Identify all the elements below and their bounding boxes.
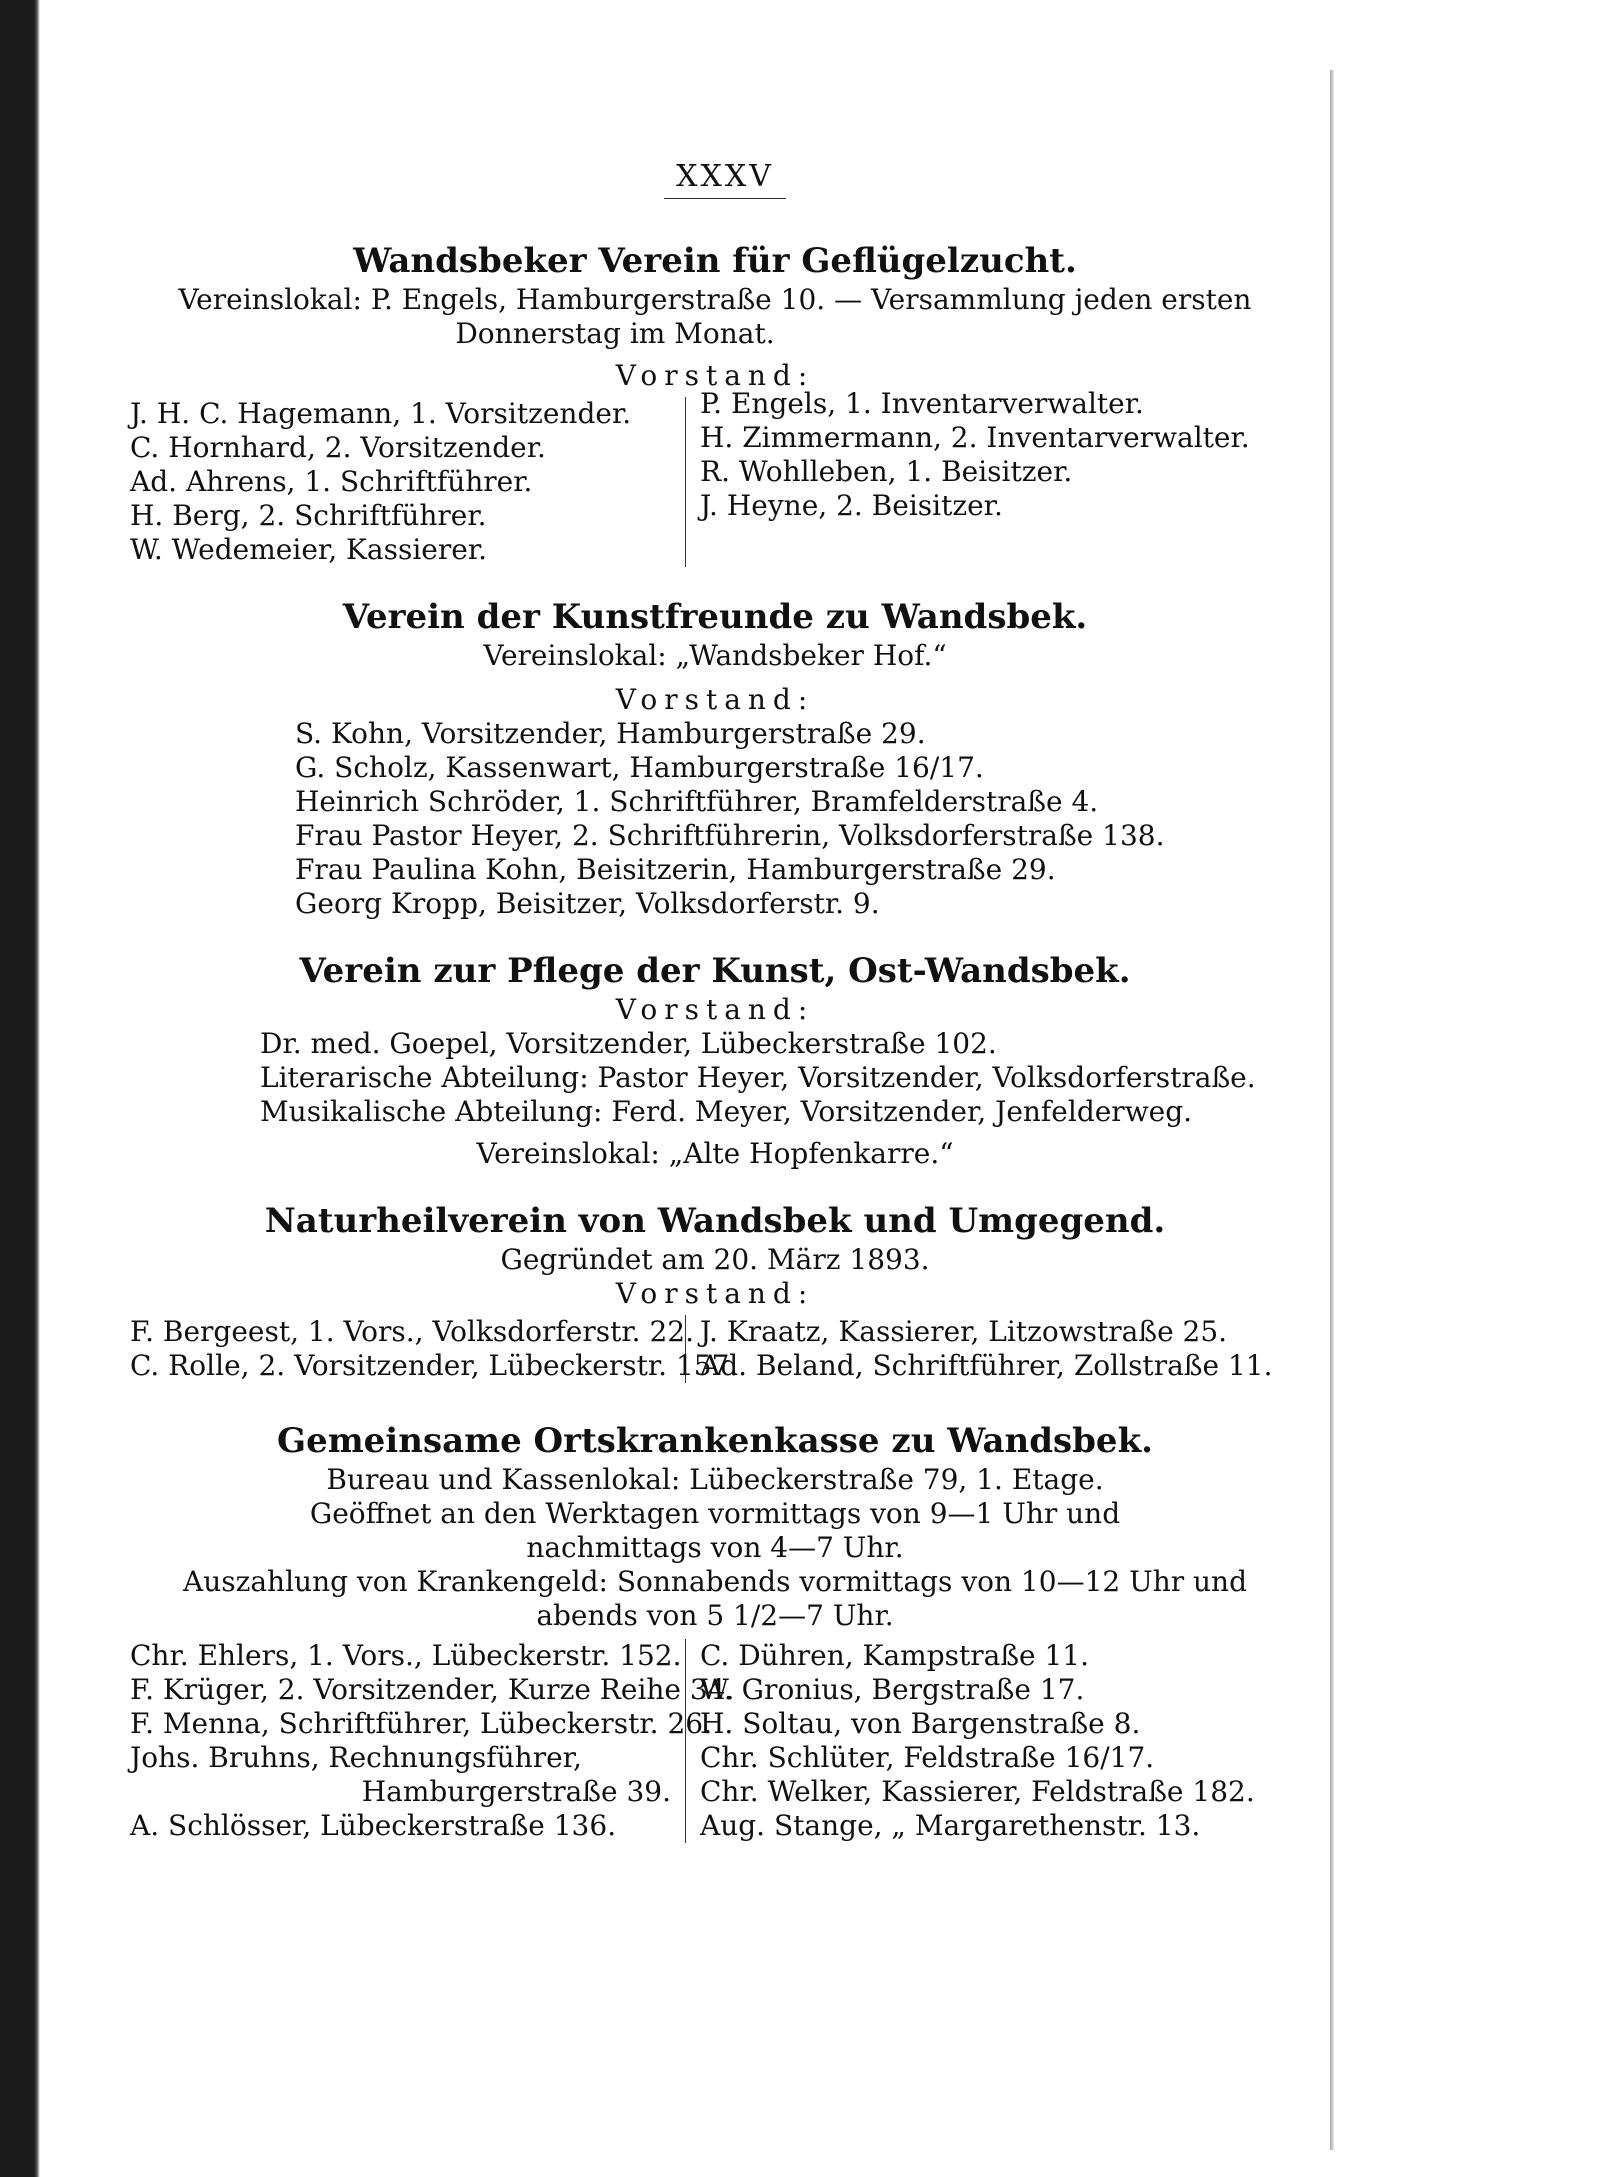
board-member: H. Soltau, von Bargenstraße 8. (700, 1707, 1141, 1740)
section-gefluegelzucht (130, 239, 1260, 567)
board-member: Heinrich Schröder, 1. Schriftführer, Bramfelderstraße 4. (295, 785, 1099, 818)
board-member: A. Schlösser, Lübeckerstraße 136. (130, 1809, 617, 1842)
board-columns (130, 1639, 1260, 1843)
section-kunstfreunde (130, 595, 1260, 921)
board-member: Chr. Welker, Kassierer, Feldstraße 182. (700, 1775, 1255, 1808)
section-naturheilverein (130, 1199, 1273, 1383)
board-member: Frau Paulina Kohn, Beisitzerin, Hamburgerstraße 29. (295, 853, 1056, 886)
board-member: Dr. med. Goepel, Vorsitzender, Lübeckerstraße 102. (260, 1027, 997, 1060)
board-member: W. Wedemeier, Kassierer. (130, 533, 488, 566)
section-title: Wandsbeker Verein für Geflügelzucht. (353, 241, 1077, 281)
opening-hours-afternoon: nachmittags von 4—7 Uhr. (526, 1531, 904, 1564)
board-member: C. Dühren, Kampstraße 11. (700, 1639, 1090, 1672)
board-heading: Vorstand: (615, 683, 815, 716)
board-heading: Vorstand: (615, 359, 815, 392)
club-location: Vereinslokal: „Alte Hopfenkarre.“ (476, 1137, 954, 1170)
section-title: Naturheilverein von Wandsbek und Umgegend. (264, 1201, 1166, 1241)
board-right-column (686, 387, 1250, 567)
board-member: S. Kohn, Vorsitzender, Hamburgerstraße 29. (295, 717, 926, 750)
payout-hours-evening: abends von 5 1/2—7 Uhr. (536, 1599, 894, 1632)
board-left-column (130, 1315, 739, 1383)
section-title: Gemeinsame Ortskrankenkasse zu Wandsbek. (277, 1421, 1153, 1461)
board-member: Chr. Ehlers, 1. Vors., Lübeckerstr. 152. (130, 1639, 682, 1672)
meeting-time: Donnerstag im Monat. (455, 317, 775, 350)
section-pflege-der-kunst (130, 949, 1260, 1171)
board-member: Georg Kropp, Beisitzer, Volksdorferstr. 9. (295, 887, 880, 920)
board-member: Aug. Stange, „ Margarethenstr. 13. (700, 1809, 1201, 1842)
board-member: Ad. Beland, Schriftführer, Zollstraße 11. (700, 1349, 1273, 1382)
club-location: Vereinslokal: P. Engels, Hamburgerstraße 10. — Versammlung jeden ersten (178, 283, 1252, 316)
board-member: J. Heyne, 2. Beisitzer. (700, 489, 1003, 522)
board-left-column (130, 397, 686, 567)
board-columns (130, 387, 1260, 567)
section-title: Verein zur Pflege der Kunst, Ost-Wandsbek. (299, 951, 1131, 991)
board-list (295, 717, 1260, 921)
board-member: W. Gronius, Bergstraße 17. (700, 1673, 1085, 1706)
club-location: Vereinslokal: „Wandsbeker Hof.“ (483, 639, 947, 672)
office-location: Bureau und Kassenlokal: Lübeckerstraße 79, 1. Etage. (326, 1463, 1104, 1496)
board-member-address: Hamburgerstraße 39. (361, 1775, 671, 1808)
board-member: F. Bergeest, 1. Vors., Volksdorferstr. 22. (130, 1315, 695, 1348)
board-member: Chr. Schlüter, Feldstraße 16/17. (700, 1741, 1155, 1774)
board-member: P. Engels, 1. Inventarverwalter. (700, 387, 1144, 420)
board-member: H. Berg, 2. Schriftführer. (130, 499, 487, 532)
board-heading: Vorstand: (615, 993, 815, 1026)
board-member: Johs. Bruhns, Rechnungsführer, (130, 1741, 582, 1774)
page-edge-shadow (1330, 70, 1334, 2150)
board-list (260, 1027, 1260, 1129)
payout-hours: Auszahlung von Krankengeld: Sonnabends vormittags von 10—12 Uhr und (182, 1565, 1247, 1598)
board-member: Frau Pastor Heyer, 2. Schriftführerin, Volksdorferstraße 138. (295, 819, 1165, 852)
board-member: C. Rolle, 2. Vorsitzender, Lübeckerstr. 157. (130, 1349, 739, 1382)
board-member: G. Scholz, Kassenwart, Hamburgerstraße 16/17. (295, 751, 984, 784)
founding-date: Gegründet am 20. März 1893. (500, 1243, 930, 1276)
board-heading: Vorstand: (615, 1277, 815, 1310)
opening-hours: Geöffnet an den Werktagen vormittags von 9—1 Uhr und (309, 1497, 1121, 1530)
board-member: Literarische Abteilung: Pastor Heyer, Vorsitzender, Volksdorferstraße. (260, 1061, 1256, 1094)
document-page (130, 159, 1273, 1843)
section-title: Verein der Kunstfreunde zu Wandsbek. (342, 597, 1088, 637)
page-number: XXXV (190, 160, 1260, 199)
board-right-column (686, 1639, 1255, 1843)
board-member: F. Menna, Schriftführer, Lübeckerstr. 26. (130, 1707, 712, 1740)
board-member: C. Hornhard, 2. Vorsitzender. (130, 431, 546, 464)
board-columns (130, 1315, 1273, 1383)
board-member: J. H. C. Hagemann, 1. Vorsitzender. (130, 397, 632, 430)
board-right-column (686, 1315, 1272, 1383)
board-member: F. Krüger, 2. Vorsitzender, Kurze Reihe 34. (130, 1673, 735, 1706)
board-member: J. Kraatz, Kassierer, Litzowstraße 25. (700, 1315, 1228, 1348)
section-ortskrankenkasse (130, 1419, 1260, 1843)
board-member: Musikalische Abteilung: Ferd. Meyer, Vorsitzender, Jenfelderweg. (260, 1095, 1193, 1128)
board-member: R. Wohlleben, 1. Beisitzer. (700, 455, 1073, 488)
board-member: H. Zimmermann, 2. Inventarverwalter. (700, 421, 1250, 454)
board-left-column (130, 1639, 735, 1843)
board-member: Ad. Ahrens, 1. Schriftführer. (130, 465, 533, 498)
